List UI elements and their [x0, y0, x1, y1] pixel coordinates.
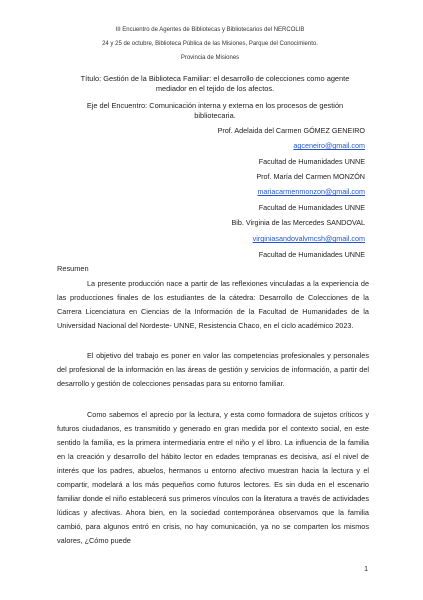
paragraph-2-text: El objetivo del trabajo es poner en valor las competencias profesionales y personales del profesional de la información en las áreas de gestión y servicios de información, a partir del desarrollo y gestión de colecciones pensadas para su entorno familiar. — [57, 351, 369, 388]
paragraph-1 — [57, 277, 369, 333]
resumen-heading: Resumen — [57, 264, 89, 273]
paragraph-1-text: La presente producción nace a partir de las reflexiones vinculadas a la experiencia de las producciones finales de los estudiantes de la cátedra: Desarrollo de Colecciones de la Carrera Licenciatura en Ciencias de la Información de la Facultad de Humanidades de la Universidad Nacional del Nordeste- UNNE, Resistencia Chaco, en el ciclo académico 2023. — [57, 279, 369, 330]
author-1-affiliation: Facultad de Humanidades UNNE — [258, 157, 365, 166]
author-1-email-link[interactable]: agceneiro@gmail.com — [293, 141, 365, 150]
paragraph-3-text: Como sabemos el aprecio por la lectura, y esta como formadora de sujetos críticos y futuros ciudadanos, es transmitido y generado en gran medida por el contexto social, en este sentido la familia, es la primera intermediaria entre el niño y el libro. La influencia de la familia en la creación y desarrollo del hábito lector en edades tempranas es decisiva, así el nivel de interés que los padres, abuelos, hermanos u entorno afectivo muestran hacia la lectura y el compartir, modelará a los más pequeños como futuros lectores. Es sin duda en el escenario familiar donde el niño establecerá sus primeros vínculos con la literatura a través de actividades lúdicas y afectivas. Ahora bien, en la sociedad contemporánea observamos que la familia cambió, para algunos entró en crisis, no hay comunicación, ya no se comparten los mismos valores, ¿Cómo puede — [57, 410, 369, 545]
author-2-affiliation: Facultad de Humanidades UNNE — [258, 203, 365, 212]
author-3-email-link[interactable]: virginiasandovalvmcsh@gmail.com — [252, 234, 365, 243]
page-number: 1 — [364, 566, 368, 573]
paragraph-2 — [57, 349, 369, 391]
document-axis: Eje del Encuentro: Comunicación interna y externa en los procesos de gestión bibliotecaria. — [86, 101, 344, 120]
author-1-name: Prof. Adelaida del Carmen GÓMEZ GENEIRO — [217, 126, 365, 135]
header-event-name: III Encuentro de Agentes de Bibliotecas y Bibliotecarios del NERCOLIB — [115, 27, 305, 33]
document-title: Título: Gestión de la Biblioteca Familiar: el desarrollo de colecciones como agente mediador en el tejido de los afectos. — [80, 74, 350, 93]
author-3-name: Bib. Virginia de las Mercedes SANDOVAL — [231, 218, 365, 227]
header-province: Provincia de Misiones — [180, 55, 240, 61]
paragraph-3 — [57, 408, 369, 548]
author-2-name: Prof. María del Carmen MONZÓN — [256, 172, 365, 181]
author-2-email-link[interactable]: mariacarmenmonzon@gmail.com — [257, 187, 365, 196]
author-3-affiliation: Facultad de Humanidades UNNE — [258, 250, 365, 259]
header-event-date-place: 24 y 25 de octubre, Biblioteca Pública de las Misiones, Parque del Conocimiento. — [102, 41, 318, 47]
